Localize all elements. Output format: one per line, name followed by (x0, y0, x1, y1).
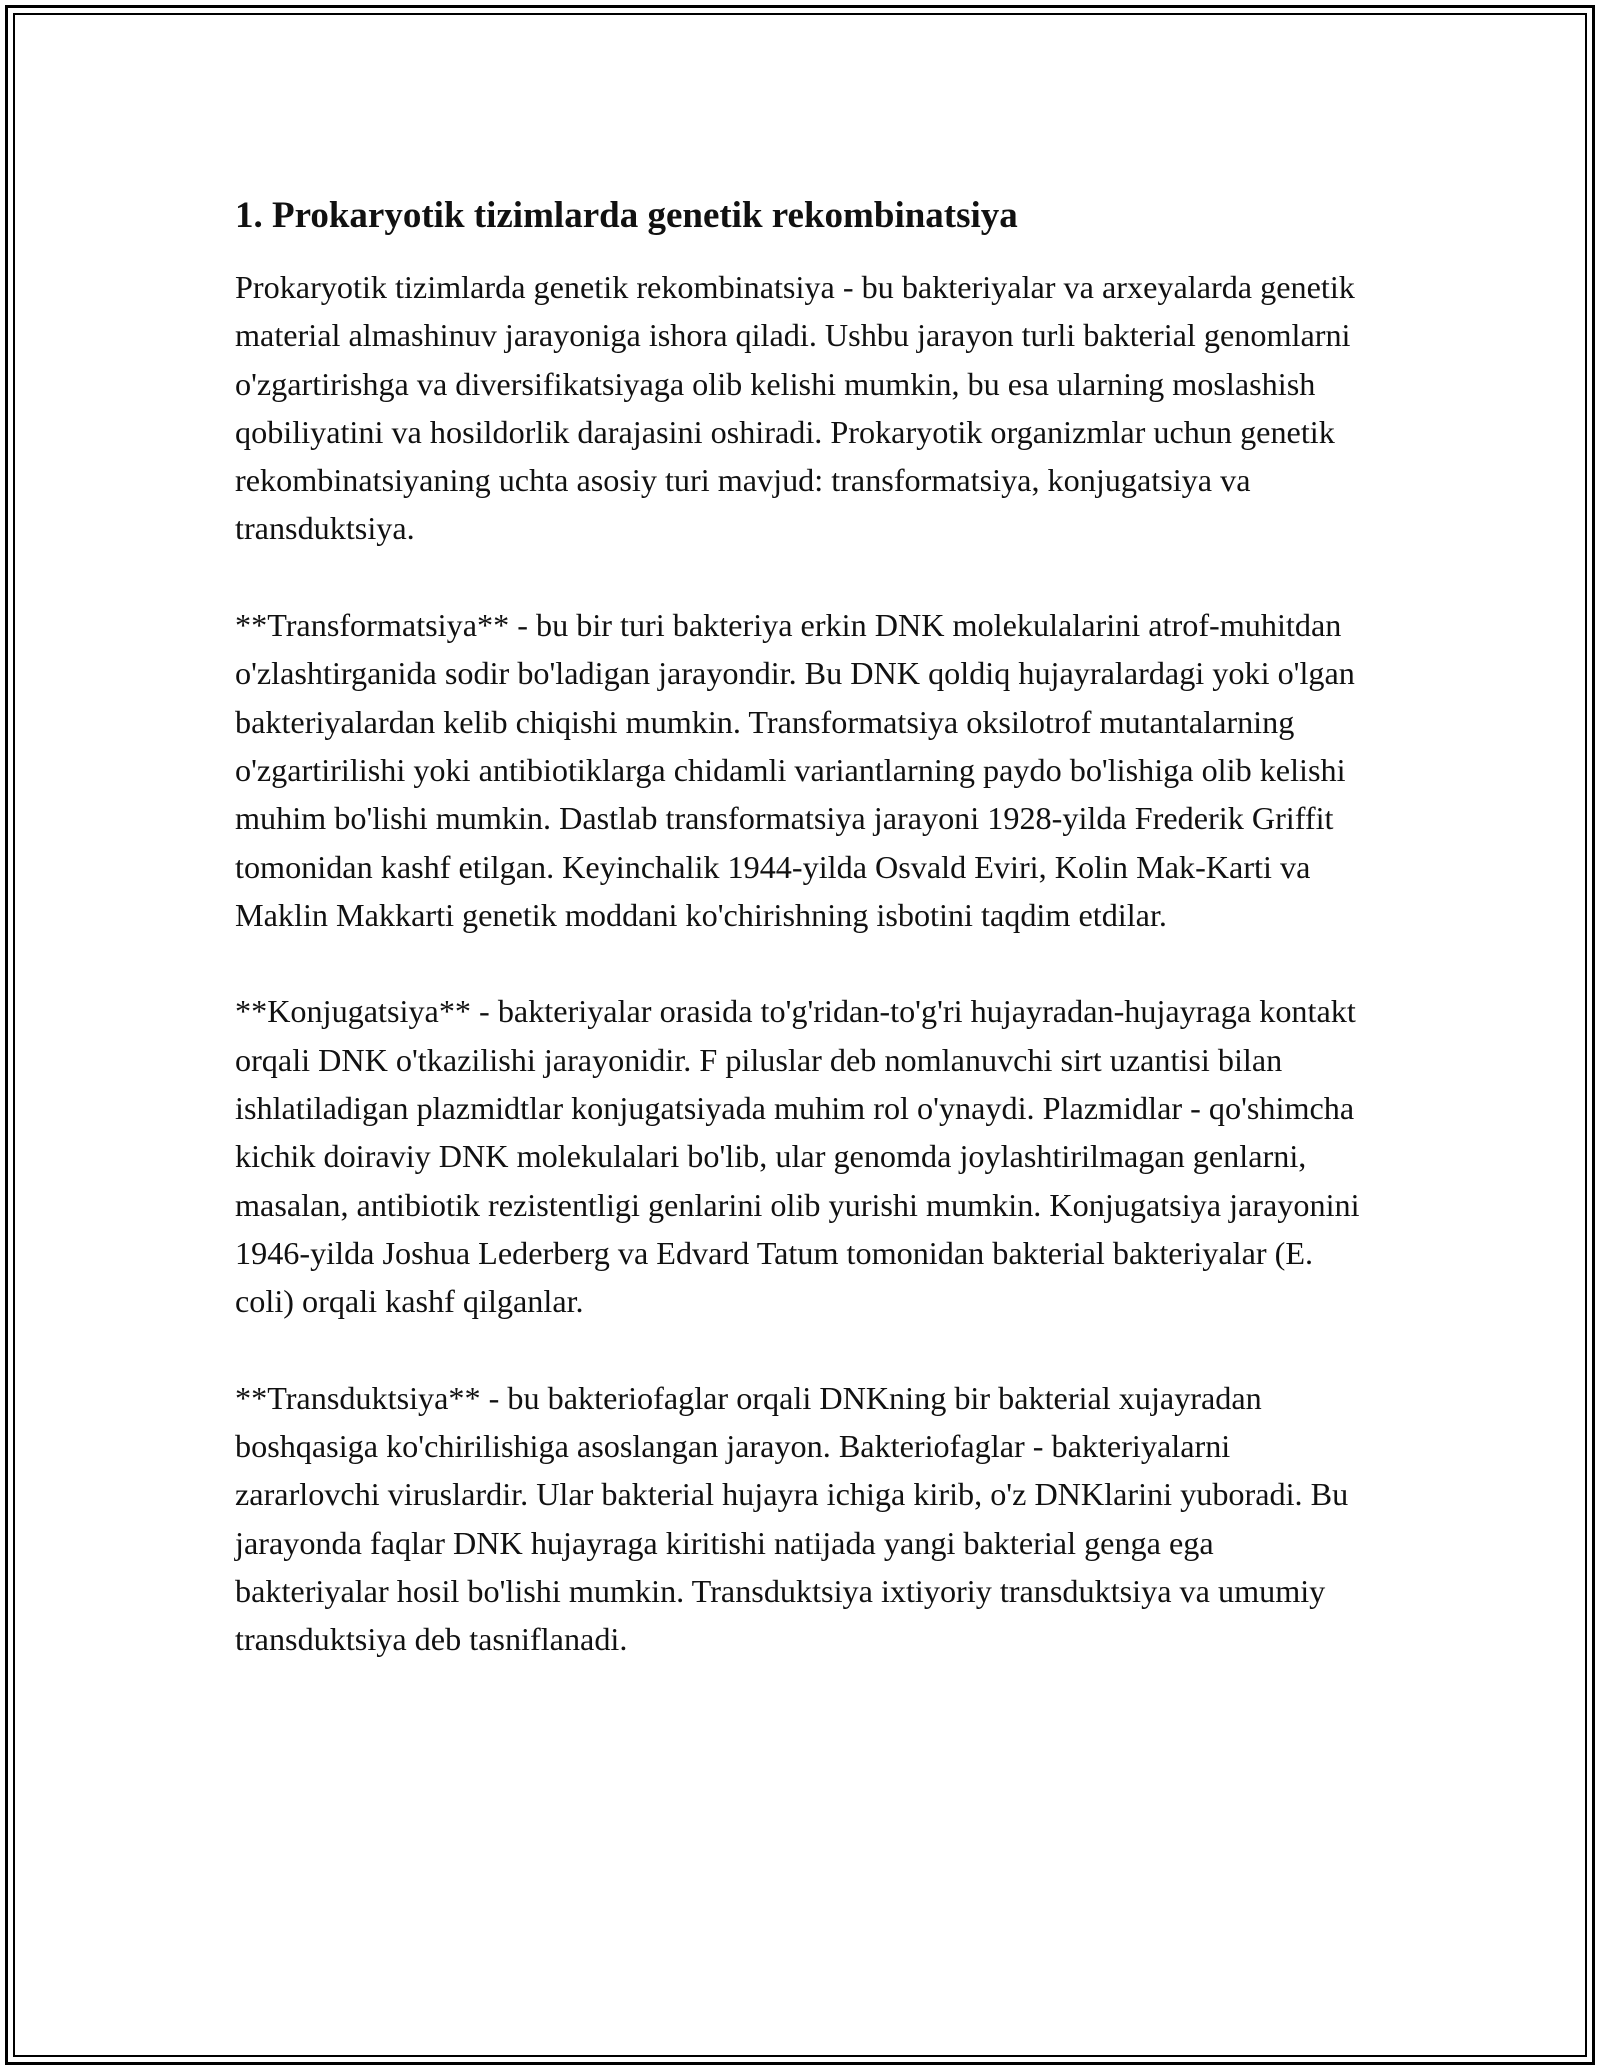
section-heading: 1. Prokaryotik tizimlarda genetik rekombinatsiya (235, 195, 1018, 236)
transformation-paragraph: **Transformatsiya** - bu bir turi bakteriya erkin DNK molekulalarini atrof-muhitdan o'zlashtirganida sodir bo'ladigan jarayondir. Bu DNK qoldiq hujayralardagi yoki o'lgan bakteriyalardan kelib chiqishi mumkin. Transformatsiya oksilotrof mutantalarning o'zgartirilishi yoki antibiotiklarga chidamli variantlarning paydo bo'lishiga olib kelishi muhim bo'lishi mumkin. Dastlab transformatsiya jarayoni 1928-yilda Frederik Griffit tomonidan kashf etilgan. Keyinchalik 1944-yilda Osvald Eviri, Kolin Mak-Karti va Maklin Makkarti genetik moddani ko'chirishning isbotini taqdim etdilar. (235, 607, 1355, 933)
conjugation-paragraph: **Konjugatsiya** - bakteriyalar orasida to'g'ridan-to'g'ri hujayradan-hujayraga kontakt orqali DNK o'tkazilishi jarayonidir. F piluslar deb nomlanuvchi sirt uzantisi bilan ishlatiladigan plazmidtlar konjugatsiyada muhim rol o'ynaydi. Plazmidlar - qo'shimcha kichik doiraviy DNK molekulalari bo'lib, ular genomda joylashtirilmagan genlarni, masalan, antibiotik rezistentligi genlarini olib yurishi mumkin. Konjugatsiya jarayonini 1946-yilda Joshua Lederberg va Edvard Tatum tomonidan bakterial bakteriyalar (E. coli) orqali kashf qilganlar. (235, 993, 1360, 1320)
intro-paragraph: Prokaryotik tizimlarda genetik rekombinatsiya - bu bakteriyalar va arxeyalarda genetik material almashinuv jarayoniga ishora qiladi. Ushbu jarayon turli bakterial genomlarni o'zgartirishga va diversifikatsiyaga olib kelishi mumkin, bu esa ularning moslashish qobiliyatini va hosildorlik darajasini oshiradi. Prokaryotik organizmlar uchun genetik rekombinatsiyaning uchta asosiy turi mavjud: transformatsiya, konjugatsiya va transduktsiya. (235, 269, 1355, 547)
document-body (235, 183, 1365, 1712)
transduction-paragraph: **Transduktsiya** - bu bakteriofaglar orqali DNKning bir bakterial xujayradan boshqasiga ko'chirilishiga asoslangan jarayon. Bakteriofaglar - bakteriyalarni zararlovchi viruslardir. Ular bakterial hujayra ichiga kirib, o'z DNKlarini yuboradi. Bu jarayonda faqlar DNK hujayraga kiritishi natijada yangi bakterial genga ega bakteriyalar hosil bo'lishi mumkin. Transduktsiya ixtiyoriy transduktsiya va umumiy transduktsiya deb tasniflanadi. (235, 1379, 1349, 1658)
